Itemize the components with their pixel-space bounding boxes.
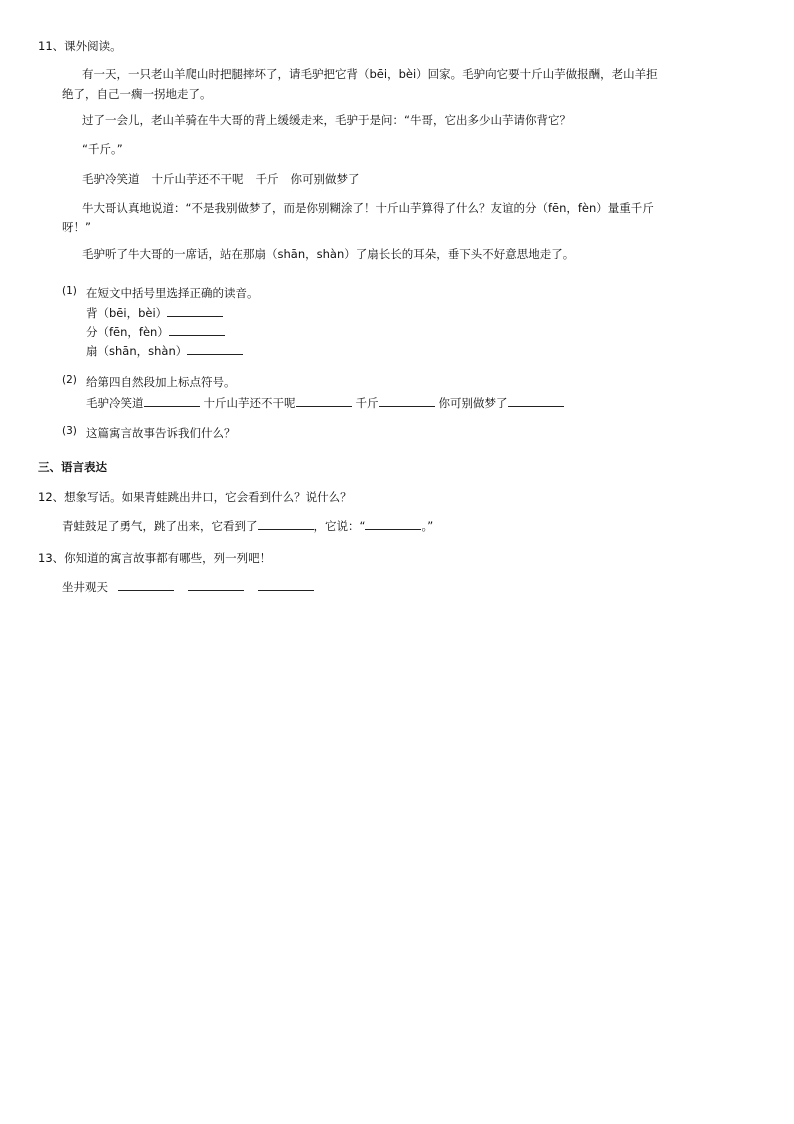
answer-blank[interactable] xyxy=(365,518,421,530)
q11-para5-line2: 呀！” xyxy=(62,220,91,234)
answer-blank[interactable] xyxy=(188,579,244,591)
para4-part2: 十斤山芋还不干呢 xyxy=(151,172,244,186)
para4-part4: 你可别做梦了 xyxy=(290,172,360,186)
sub3-number: (3) xyxy=(62,425,77,437)
answer-blank[interactable] xyxy=(258,518,314,530)
q12-title: 12、想象写话。如果青蛙跳出井口，它会看到什么？说什么？ xyxy=(38,490,352,504)
sub2-text: 给第四自然段加上标点符号。 xyxy=(86,375,236,389)
sub1-item-fen: 分（fēn，fèn） xyxy=(86,324,225,341)
sub1-item-shan: 扇（shān，shàn） xyxy=(86,343,243,360)
para4-part1: 毛驴冷笑道 xyxy=(82,172,140,186)
sub1-number: (1) xyxy=(62,285,77,297)
answer-blank[interactable] xyxy=(296,395,352,407)
q12-writing-line: 青蛙鼓足了勇气，跳了出来，它看到了 ，它说：“ 。” xyxy=(62,519,434,533)
sub1-item-bei: 背（bēi，bèi） xyxy=(86,305,223,322)
q11-para5-line1: 牛大哥认真地说道：“不是我别做梦了，而是你别糊涂了！十斤山芋算得了什么？友谊的分（fēn，fèn）量重千斤 xyxy=(82,201,654,215)
answer-blank[interactable] xyxy=(144,395,200,407)
sub1-text: 在短文中括号里选择正确的读音。 xyxy=(86,286,259,300)
answer-blank[interactable] xyxy=(258,579,314,591)
q11-para3: “千斤。” xyxy=(82,142,123,156)
q11-para4 xyxy=(82,171,360,188)
q11-para6: 毛驴听了牛大哥的一席话，站在那扇（shān，shàn）了扇长长的耳朵，垂下头不好意思地走了。 xyxy=(82,247,575,261)
q13-title: 13、你知道的寓言故事都有哪些，列一列吧！ xyxy=(38,551,272,565)
answer-blank[interactable] xyxy=(118,579,174,591)
answer-blank[interactable] xyxy=(187,343,243,355)
sub2-number: (2) xyxy=(62,374,77,386)
answer-blank[interactable] xyxy=(169,324,225,336)
sub2-punctuation-line: 毛驴冷笑道 十斤山芋还不干呢 千斤 你可别做梦了 xyxy=(86,395,564,412)
answer-blank[interactable] xyxy=(379,395,435,407)
para4-part3: 千斤 xyxy=(255,172,279,186)
q11-para2: 过了一会儿，老山羊骑在牛大哥的背上缓缓走来，毛驴于是问：“牛哥，它出多少山芋请你背它？ xyxy=(82,113,571,127)
answer-blank[interactable] xyxy=(167,305,223,317)
q11-para1-line2: 绝了，自己一瘸一拐地走了。 xyxy=(62,87,212,101)
q11-para1-line1: 有一天，一只老山羊爬山时把腿摔坏了，请毛驴把它背（bēi，bèi）回家。毛驴向它要十斤山芋做报酬，老山羊拒 xyxy=(82,67,658,81)
q13-list-line: 坐井观天 xyxy=(62,579,314,596)
q11-title: 11、课外阅读。 xyxy=(38,39,122,53)
answer-blank[interactable] xyxy=(508,395,564,407)
sub3-text: 这篇寓言故事告诉我们什么？ xyxy=(86,426,236,440)
section-heading: 三、语言表达 xyxy=(38,460,107,474)
